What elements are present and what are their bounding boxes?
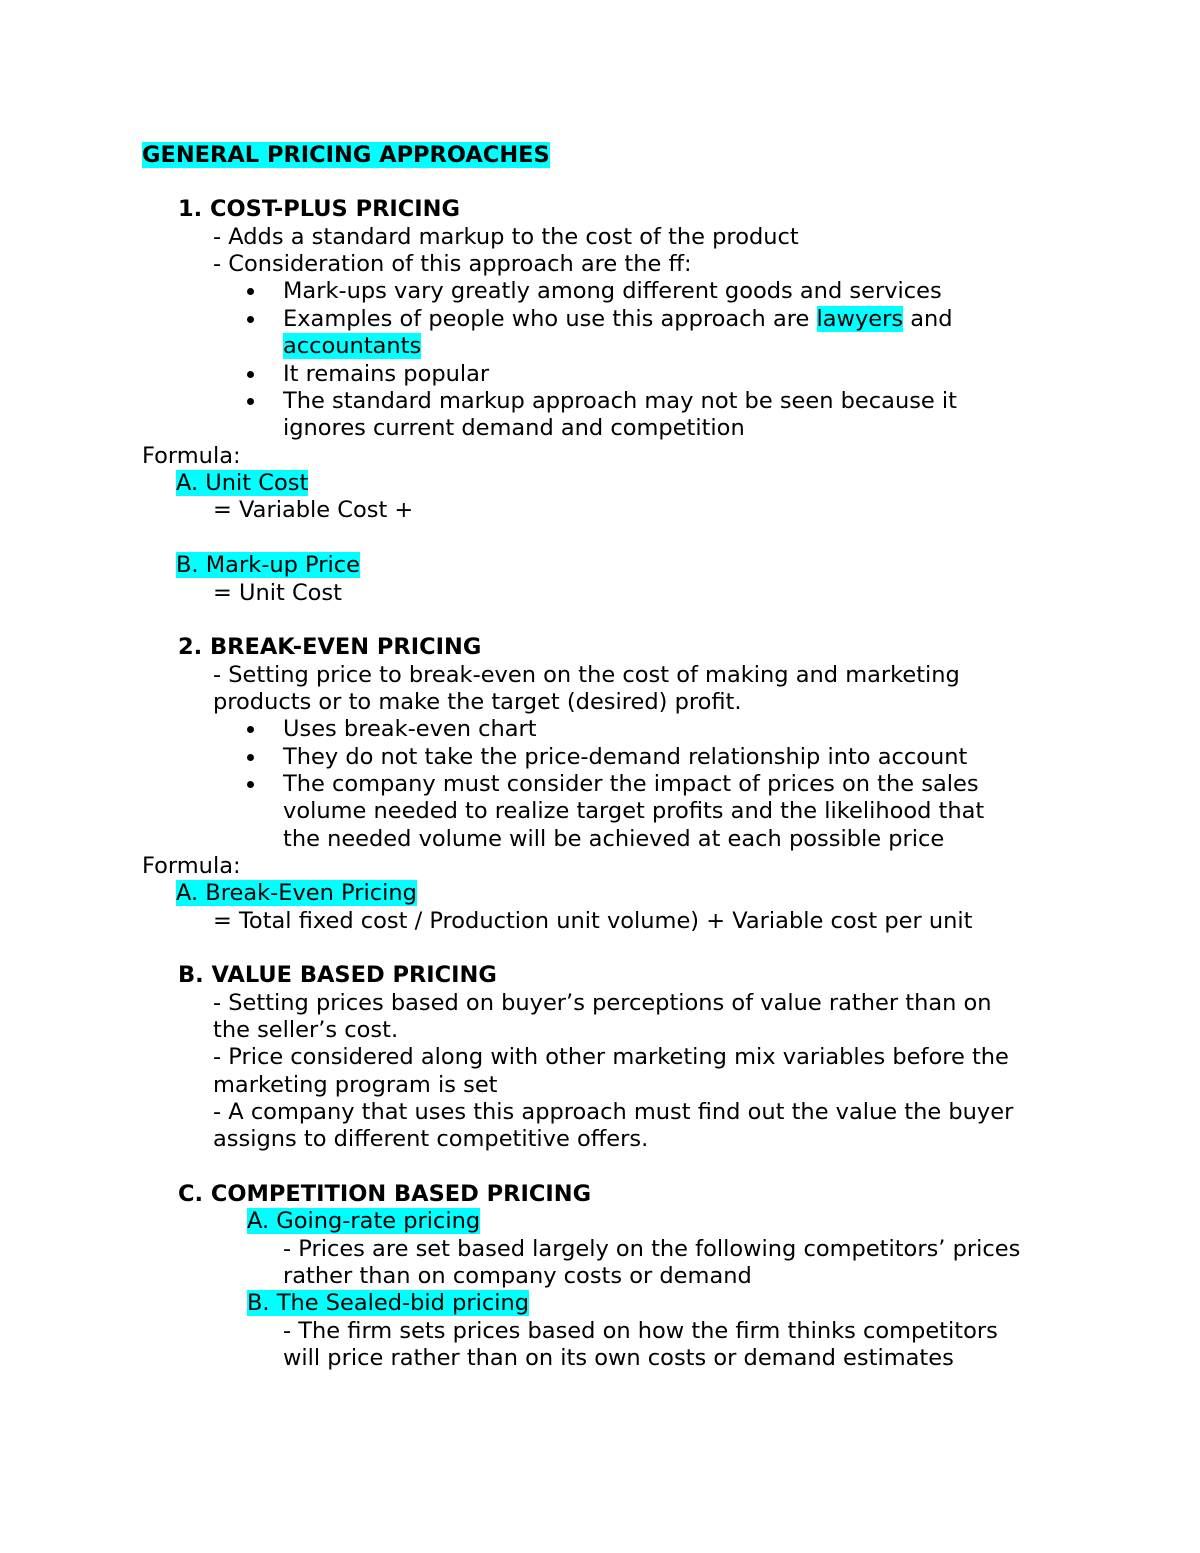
section-c-a-line-2: rather than on company costs or demand xyxy=(283,1263,752,1289)
section-1-bullet-2 xyxy=(283,306,953,333)
section-c-b-line-2: will price rather than on its own costs or demand estimates xyxy=(283,1345,954,1371)
bullet-icon xyxy=(247,754,254,761)
formula-b-equation: = Unit Cost xyxy=(213,580,342,606)
section-2-desc-1-cont: products or to make the target (desired) profit. xyxy=(213,689,742,715)
formula-a-highlight: A. Unit Cost xyxy=(176,470,309,496)
section-2-bullet-3-cont-2: the needed volume will be achieved at each possible price xyxy=(283,826,945,852)
bullet-icon xyxy=(247,316,254,323)
section-c-a-line-1: - Prices are set based largely on the following competitors’ prices xyxy=(283,1236,1021,1262)
section-b-line-4: marketing program is set xyxy=(213,1072,498,1098)
highlight-accountants: accountants xyxy=(283,333,422,359)
section-c-a-highlight: A. Going-rate pricing xyxy=(247,1208,481,1234)
title-highlight: GENERAL PRICING APPROACHES xyxy=(142,142,550,168)
highlight-lawyers: lawyers xyxy=(816,306,904,332)
formula-2a-equation: = Total fixed cost / Production unit volume) + Variable cost per unit xyxy=(213,908,973,934)
bullet-icon xyxy=(247,371,254,378)
section-1-desc-1: - Adds a standard markup to the cost of the product xyxy=(213,224,799,250)
section-b-line-3: - Price considered along with other marketing mix variables before the xyxy=(213,1044,1009,1070)
section-2-bullet-2: They do not take the price-demand relationship into account xyxy=(283,744,968,770)
formula-b-highlight: B. Mark-up Price xyxy=(176,552,360,578)
section-1-bullet-2-cont xyxy=(283,333,421,360)
section-1-bullet-1: Mark-ups vary greatly among different goods and services xyxy=(283,278,942,304)
section-b-line-2: the seller’s cost. xyxy=(213,1017,399,1043)
page-title xyxy=(142,142,550,169)
section-b-line-6: assigns to different competitive offers. xyxy=(213,1126,649,1152)
section-1-bullet-3: It remains popular xyxy=(283,361,490,387)
section-2-bullet-1: Uses break-even chart xyxy=(283,716,537,742)
section-c-a-label xyxy=(247,1208,480,1235)
bullet-2-and: and xyxy=(903,306,953,332)
section-2-desc-1: - Setting price to break-even on the cost of making and marketing xyxy=(213,662,960,688)
bullet-icon xyxy=(247,288,254,295)
formula-a-equation: = Variable Cost + xyxy=(213,497,414,523)
section-b-line-5: - A company that uses this approach must find out the value the buyer xyxy=(213,1099,1014,1125)
section-2-bullet-3: The company must consider the impact of prices on the sales xyxy=(283,771,979,797)
formula-label-2: Formula: xyxy=(142,853,241,879)
formula-b-label xyxy=(176,552,360,579)
section-2-heading: 2. BREAK-EVEN PRICING xyxy=(178,634,482,660)
section-b-line-1: - Setting prices based on buyer’s perceptions of value rather than on xyxy=(213,990,992,1016)
section-b-heading: B. VALUE BASED PRICING xyxy=(178,962,497,988)
bullet-2-text: Examples of people who use this approach are xyxy=(283,306,817,332)
section-c-b-highlight: B. The Sealed-bid pricing xyxy=(247,1290,530,1316)
section-1-desc-2: - Consideration of this approach are the ff: xyxy=(213,251,692,277)
section-1-heading: 1. COST-PLUS PRICING xyxy=(178,196,460,222)
section-1-bullet-4: The standard markup approach may not be seen because it xyxy=(283,388,957,414)
bullet-icon xyxy=(247,781,254,788)
formula-2a-label xyxy=(176,880,417,907)
section-2-bullet-3-cont-1: volume needed to realize target profits and the likelihood that xyxy=(283,798,985,824)
formula-2a-highlight: A. Break-Even Pricing xyxy=(176,880,417,906)
bullet-icon xyxy=(247,726,254,733)
section-1-bullet-4-cont: ignores current demand and competition xyxy=(283,415,745,441)
bullet-icon xyxy=(247,398,254,405)
formula-a-label xyxy=(176,470,308,497)
section-c-b-line-1: - The firm sets prices based on how the firm thinks competitors xyxy=(283,1318,998,1344)
section-c-heading: C. COMPETITION BASED PRICING xyxy=(178,1181,592,1207)
formula-label: Formula: xyxy=(142,443,241,469)
section-c-b-label xyxy=(247,1290,529,1317)
